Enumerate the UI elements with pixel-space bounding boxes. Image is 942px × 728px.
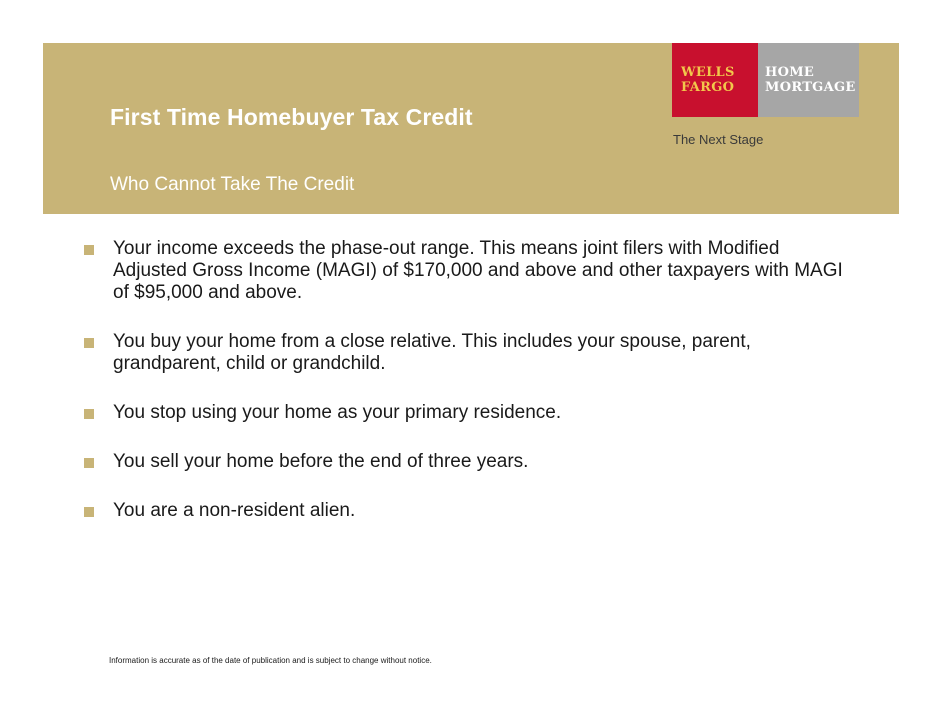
logo-text-wells: WELLS (681, 65, 735, 80)
logo-text-fargo: FARGO (681, 80, 735, 95)
bullet-text: Your income exceeds the phase-out range. This means joint filers with Modified Adjusted Gross Income (MAGI) of $170,000 and above and other taxpayers with MAGI of $95,000 and above. (113, 238, 843, 303)
disclaimer-note: Information is accurate as of the date of publication and is subject to change without notice. (109, 656, 432, 665)
bullet-text: You stop using your home as your primary residence. (113, 402, 562, 423)
square-bullet-icon (84, 458, 94, 468)
logo-text-mortgage: MORTGAGE (765, 80, 856, 95)
bullet-text: You buy your home from a close relative. This includes your spouse, parent, grandparent, child or grandchild. (113, 331, 751, 374)
square-bullet-icon (84, 245, 94, 255)
bullet-item (84, 238, 844, 304)
slide-subtitle: Who Cannot Take The Credit (110, 174, 355, 195)
logo-home-mortgage-block (758, 43, 859, 117)
bullet-text: You are a non-resident alien. (113, 500, 356, 521)
square-bullet-icon (84, 338, 94, 348)
slide-title: First Time Homebuyer Tax Credit (110, 104, 473, 130)
bullet-item (84, 500, 844, 522)
logo-text-home: HOME (765, 65, 815, 80)
bullet-item (84, 451, 844, 473)
logo-tagline: The Next Stage (673, 132, 764, 147)
bullet-text: You sell your home before the end of three years. (113, 451, 529, 472)
square-bullet-icon (84, 409, 94, 419)
bullet-item (84, 331, 844, 375)
wells-fargo-home-mortgage-logo (672, 43, 859, 117)
square-bullet-icon (84, 507, 94, 517)
bullet-item (84, 402, 844, 424)
bullet-list (84, 238, 844, 549)
logo-wells-fargo-block (672, 43, 758, 117)
